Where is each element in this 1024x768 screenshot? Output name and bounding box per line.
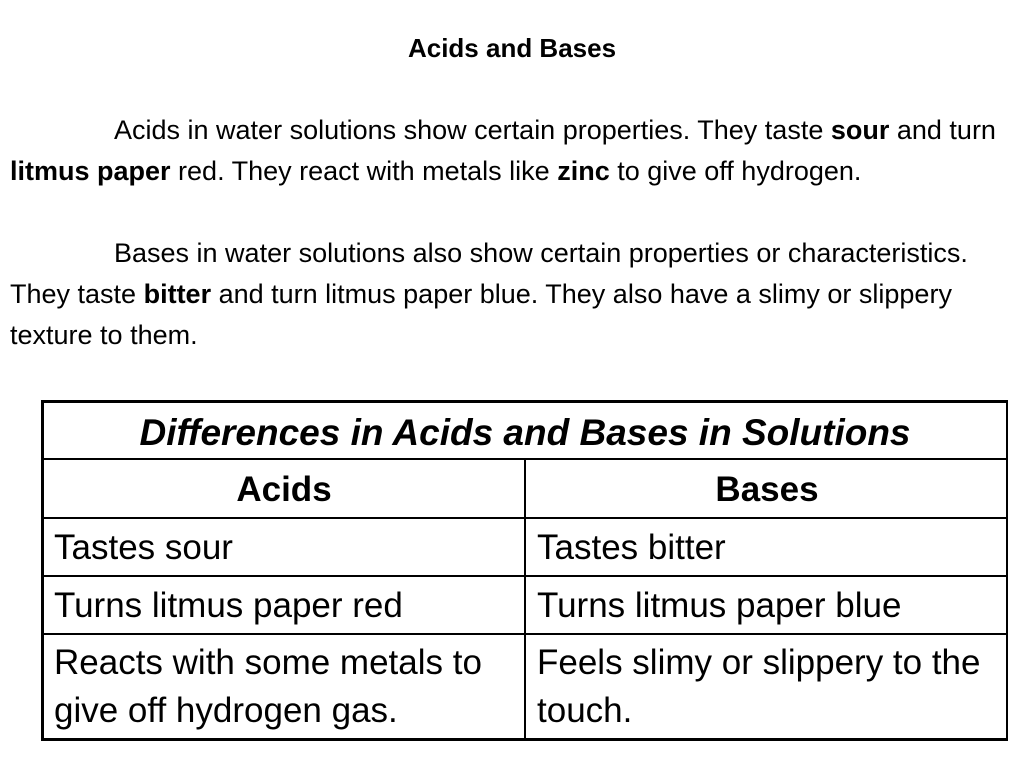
acids-paragraph [10, 110, 1014, 192]
header-acids: Acids [44, 460, 526, 517]
bases-paragraph [10, 233, 1014, 356]
bases-text-1: Bases in water solutions also show certain properties or characteristics. They taste [10, 238, 968, 309]
header-bases: Bases [715, 470, 819, 509]
table-cell-acid: Tastes sour [44, 519, 526, 575]
table-cell-base: Feels slimy or slippery to the touch. [537, 643, 981, 730]
table-header-row [44, 460, 1006, 519]
bases-bold-bitter: bitter [143, 279, 212, 309]
acids-text-4: to give off hydrogen. [609, 156, 862, 186]
differences-table [41, 400, 1008, 741]
acids-bold-sour: sour [830, 115, 890, 145]
acids-bold-zinc: zinc [557, 156, 610, 186]
acids-bold-litmus: litmus paper [10, 156, 171, 186]
table-cell-acid: Reacts with some metals to give off hydrogen gas. [44, 635, 526, 738]
acids-text-2: and turn [889, 115, 996, 145]
table-cell-base: Tastes bitter [537, 528, 726, 567]
table-cell-acid: Turns litmus paper red [44, 577, 526, 633]
table-caption: Differences in Acids and Bases in Solutions [44, 403, 1006, 460]
table-row [44, 635, 1006, 738]
table-cell-base: Turns litmus paper blue [537, 586, 902, 625]
bases-text-2: and turn litmus paper blue. They also have a slimy or slippery texture to them. [10, 279, 952, 350]
table-row [44, 519, 1006, 577]
acids-text-3: red. They react with metals like [170, 156, 558, 186]
page-title: Acids and Bases [407, 33, 617, 63]
table-row [44, 577, 1006, 635]
acids-text-1: Acids in water solutions show certain properties. They taste [114, 115, 831, 145]
